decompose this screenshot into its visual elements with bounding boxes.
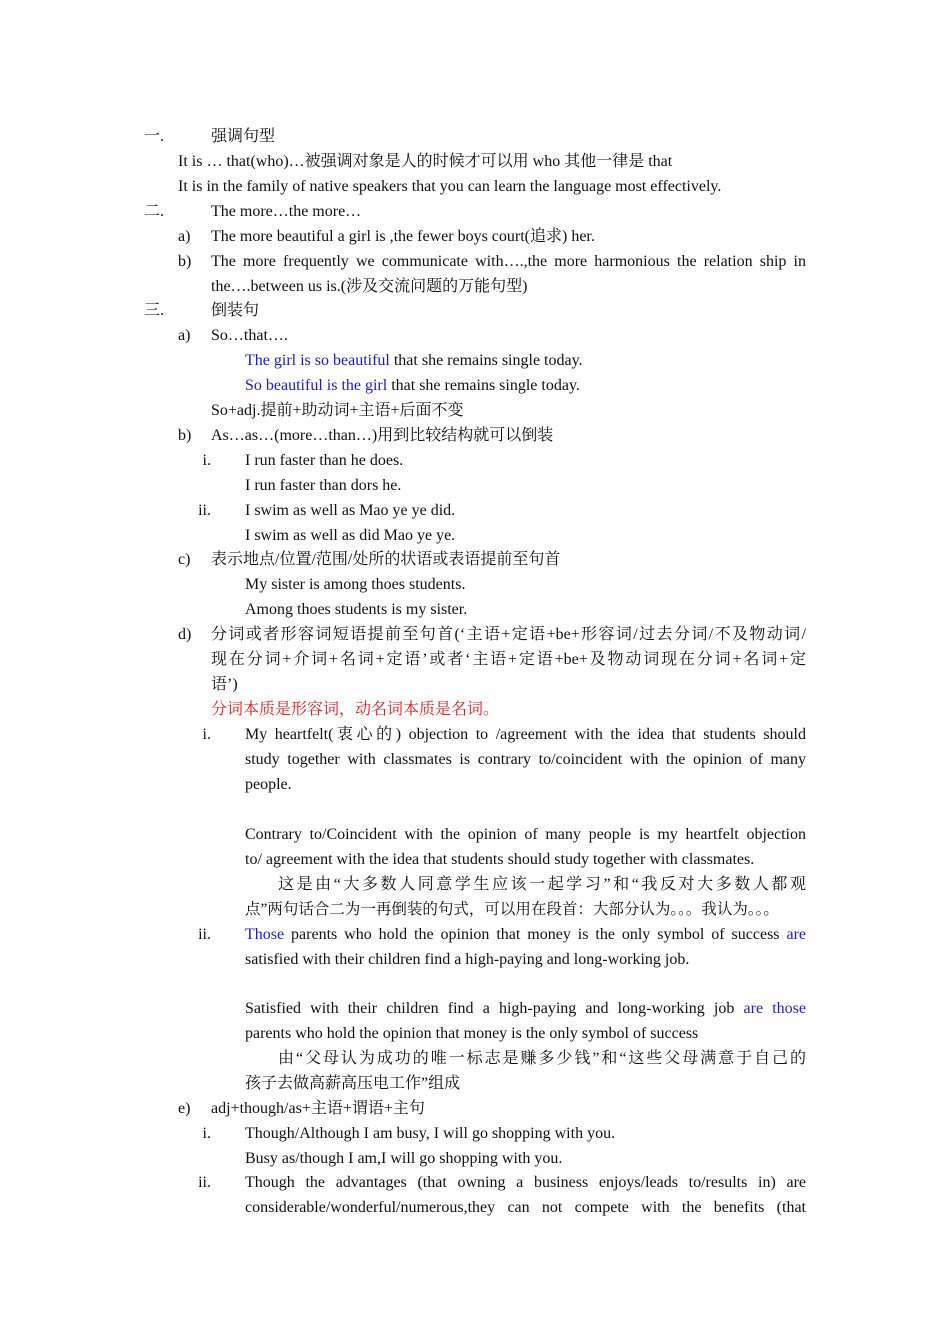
emphasis-text: are those [743,1000,806,1017]
section-3b-ii-marker: ii. [198,502,211,519]
section-3e-i-marker: i. [202,1125,211,1142]
emphasis-text: So beautiful is the girl [245,377,388,394]
section-3c-line1: My sister is among thoes students. [245,576,466,593]
section-3a-marker: a) [178,327,191,344]
section-3-title: 倒装句 [211,302,260,319]
section-3d-ii-marker: ii. [198,926,211,943]
section-3b-i-line1: I run faster than he does. [245,452,404,469]
section-3d-ii-note2: 孩子去做高薪高压电工作”组成 [245,1075,461,1092]
section-3c-marker: c) [178,551,191,568]
section-3d-ii-line3 [245,999,806,1019]
section-3e-i-line2: Busy as/though I am,I will go shopping with you. [245,1150,563,1167]
section-3b-ii-line1: I swim as well as Mao ye ye did. [245,502,456,519]
section-3d-title-line1: 分词或者形容词短语提前至句首(‘主语+定语+be+形容词/过去分词/不及物动词/ [211,626,806,643]
section-3-marker: 三. [144,302,165,319]
section-3d-i-line4: Contrary to/Coincident with the opinion of many people is my heartfelt objection [245,826,806,843]
section-3b-i-line2: I run faster than dors he. [245,477,402,494]
section-3b-title: As…as…(more…than…)用到比较结构就可以倒装 [211,427,554,444]
section-1-marker: 一. [144,128,165,145]
section-3d-i-marker: i. [202,726,211,743]
section-3b-marker: b) [178,427,192,444]
section-2-marker: 二. [144,203,165,220]
section-3c-title: 表示地点/位置/范围/处所的状语或表语提前至句首 [211,551,561,568]
section-1-example: It is in the family of native speakers that you can learn the language most effectively. [178,178,722,195]
line-text: parents who hold the opinion that money is the only symbol of success [284,926,787,943]
section-2-a-marker: a) [178,228,191,245]
section-3d-i-line2: study together with classmates is contrary to/coincident with the opinion of many [245,751,806,768]
emphasis-text: The girl is so beautiful [245,352,390,369]
section-3d-marker: d) [178,626,192,643]
section-2-b-marker: b) [178,253,192,270]
emphasis-text: Those [245,926,285,943]
section-3d-ii-line2: satisfied with their children find a high-paying and long-working job. [245,951,690,968]
section-2-a-text: The more beautiful a girl is ,the fewer boys court(追求) her. [211,228,595,245]
section-3e-title: adj+though/as+主语+谓语+主句 [211,1100,425,1117]
section-3c-line2: Among thoes students is my sister. [245,601,468,618]
example-rest: that she remains single today. [389,352,583,369]
section-3e-marker: e) [178,1100,191,1117]
section-2-b-line2: the….between us is.(涉及交流问题的万能句型) [211,278,528,295]
section-3e-ii-line2: considerable/wonderful/numerous,they can not compete with the benefits (that [245,1199,806,1216]
section-3e-ii-marker: ii. [198,1174,211,1191]
section-3d-i-line1: My heartfelt(衷心的) objection to /agreement with the idea that students should [245,726,806,743]
section-3b-ii-line2: I swim as well as did Mao ye ye. [245,527,456,544]
section-3d-title-line2: 现在分词+介词+名词+定语’或者‘主语+定语+be+及物动词现在分词+名词+定 [211,651,806,668]
section-3d-ii-line1 [245,925,806,945]
line-text: Satisfied with their children find a high-paying and long-working job [245,1000,744,1017]
section-3d-i-note1: 这是由“大多数人同意学生应该一起学习”和“我反对大多数人都观 [278,876,806,893]
section-3d-i-line5: to/ agreement with the idea that students should study together with classmates. [245,851,755,868]
section-3a-example-1 [245,351,583,371]
section-3e-i-line1: Though/Although I am busy, I will go shopping with you. [245,1125,616,1142]
section-3a-rule: So+adj.提前+助动词+主语+后面不变 [211,402,464,419]
section-3d-i-note2: 点”两句话合二为一再倒装的句式，可以用在段首：大部分认为。。。我认为。。。 [245,901,779,918]
section-2-b-line1: The more frequently we communicate with….,the more harmonious the relation ship in [211,253,806,270]
section-3a-example-2 [245,376,580,396]
section-3d-note: 分词本质是形容词，动名词本质是名词。 [211,701,500,718]
section-3d-title-line3: 语’) [211,676,238,693]
section-1-rule: It is … that(who)…被强调对象是人的时候才可以用 who 其他一律是 that [178,153,673,170]
section-3a-title: So…that…. [211,327,288,344]
section-3b-i-marker: i. [202,452,211,469]
emphasis-text: are [786,926,806,943]
example-rest: that she remains single today. [387,377,580,394]
section-3e-ii-line1: Though the advantages (that owning a business enjoys/leads to/results in) are [245,1174,806,1191]
section-3d-ii-line4: parents who hold the opinion that money is the only symbol of success [245,1025,699,1042]
section-3d-ii-note1: 由“父母认为成功的唯一标志是赚多少钱”和“这些父母满意于自己的 [278,1050,806,1067]
section-3d-i-line3: people. [245,776,292,793]
section-1-title: 强调句型 [211,128,276,145]
section-2-title: The more…the more… [211,203,362,220]
